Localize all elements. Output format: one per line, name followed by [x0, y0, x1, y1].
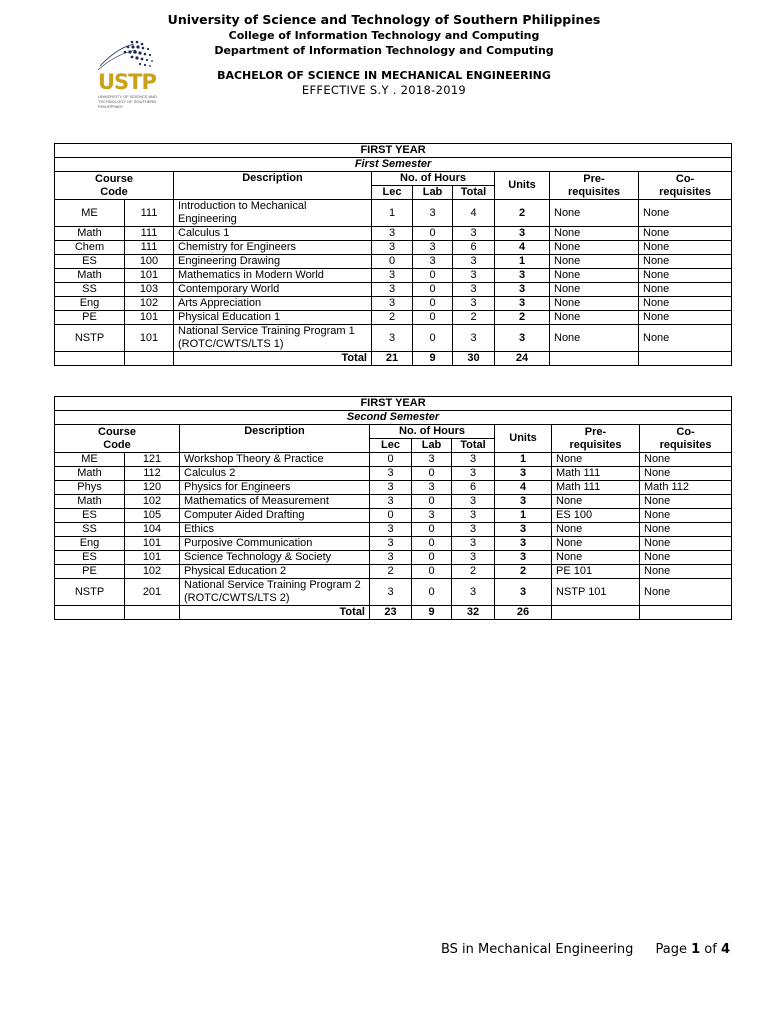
course-description: Workshop Theory & Practice [180, 453, 370, 467]
effective-year: EFFECTIVE S.Y . 2018-2019 [301, 83, 467, 97]
logo-subtext: UNIVERSITY OF SCIENCE AND TECHNOLOGY OF SOUTHERN PHILIPPINES [98, 94, 157, 109]
course-description: Physical Education 2 [180, 565, 370, 579]
course-description: Purposive Communication [180, 537, 370, 551]
prereq-header: Pre- requisites [550, 172, 639, 200]
prerequisite: Math 111 [552, 467, 640, 481]
total-hours: 3 [453, 297, 495, 311]
course-description: Physical Education 1 [174, 311, 372, 325]
course-description: Ethics [180, 523, 370, 537]
lec-hours: 3 [370, 551, 412, 565]
course-row [55, 311, 732, 325]
course-number: 121 [125, 453, 180, 467]
course-code: ME [55, 200, 125, 227]
totals-lab: 9 [413, 352, 453, 366]
lec-hours: 0 [370, 453, 412, 467]
course-description: Engineering Drawing [174, 255, 372, 269]
corequisite: None [639, 283, 732, 297]
corequisite: None [640, 537, 732, 551]
lab-hours: 0 [412, 523, 452, 537]
lec-hours: 1 [372, 200, 413, 227]
course-row [55, 495, 732, 509]
total-hours: 2 [453, 311, 495, 325]
corequisite: None [640, 495, 732, 509]
course-description: National Service Training Program 2 (ROTC/CWTS/LTS 2) [180, 579, 370, 606]
footer-page-number: 1 [691, 942, 701, 957]
course-description: Arts Appreciation [174, 297, 372, 311]
course-code: ES [55, 551, 125, 565]
total-hours: 4 [453, 200, 495, 227]
corequisite: None [640, 579, 732, 606]
page-footer [441, 942, 730, 957]
course-code: Chem [55, 241, 125, 255]
corequisite: None [640, 453, 732, 467]
semester-heading: First Semester [55, 158, 732, 172]
units: 3 [495, 467, 552, 481]
prerequisite: None [552, 551, 640, 565]
prerequisite: None [552, 523, 640, 537]
course-description: Computer Aided Drafting [180, 509, 370, 523]
lab-hours: 3 [412, 481, 452, 495]
lab-hours: 3 [413, 200, 453, 227]
lec-hours: 3 [370, 495, 412, 509]
course-number: 102 [125, 495, 180, 509]
total-hours: 3 [453, 255, 495, 269]
course-number: 101 [125, 311, 174, 325]
course-code: Eng [55, 297, 125, 311]
hours-header: No. of Hours [372, 172, 495, 186]
course-description: Calculus 2 [180, 467, 370, 481]
footer-of-word: of [704, 942, 717, 957]
course-row [55, 255, 732, 269]
lec-hours: 0 [372, 255, 413, 269]
units: 4 [495, 241, 550, 255]
lec-hours: 3 [370, 579, 412, 606]
totals-units: 24 [495, 352, 550, 366]
lec-hours: 3 [372, 283, 413, 297]
lec-hours: 2 [372, 311, 413, 325]
course-description: National Service Training Program 1 (ROTC/CWTS/LTS 1) [174, 325, 372, 352]
lec-hours: 3 [372, 325, 413, 352]
description-header: Description [180, 425, 370, 453]
lec-header: Lec [370, 439, 412, 453]
lab-hours: 3 [412, 453, 452, 467]
corequisite: None [640, 509, 732, 523]
course-number: 103 [125, 283, 174, 297]
course-row [55, 325, 732, 352]
lab-hours: 0 [412, 537, 452, 551]
corequisite: None [639, 269, 732, 283]
totals-row [55, 352, 732, 366]
lab-header: Lab [412, 439, 452, 453]
course-code: Math [55, 495, 125, 509]
total-hours: 6 [452, 481, 495, 495]
total-header: Total [452, 439, 495, 453]
course-row [55, 565, 732, 579]
corequisite: None [639, 255, 732, 269]
prerequisite: None [550, 283, 639, 297]
course-code: ME [55, 453, 125, 467]
course-number: 101 [125, 551, 180, 565]
total-hours: 3 [452, 551, 495, 565]
first-semester-table [54, 143, 732, 366]
corequisite: None [639, 311, 732, 325]
description-header: Description [174, 172, 372, 200]
course-number: 104 [125, 523, 180, 537]
corequisite: None [639, 241, 732, 255]
totals-lec: 23 [370, 606, 412, 620]
course-code: PE [55, 565, 125, 579]
course-description: Mathematics in Modern World [174, 269, 372, 283]
total-hours: 3 [452, 523, 495, 537]
lab-hours: 3 [413, 255, 453, 269]
course-code: ES [55, 255, 125, 269]
course-number: 120 [125, 481, 180, 495]
lab-hours: 0 [413, 227, 453, 241]
totals-label: Total [180, 606, 370, 620]
second-semester-table [54, 396, 732, 620]
course-description: Contemporary World [174, 283, 372, 297]
corequisite: None [639, 227, 732, 241]
lab-hours: 0 [412, 551, 452, 565]
prerequisite: NSTP 101 [552, 579, 640, 606]
course-row [55, 481, 732, 495]
course-number: 112 [125, 467, 180, 481]
course-description: Physics for Engineers [180, 481, 370, 495]
totals-label: Total [174, 352, 372, 366]
units: 3 [495, 495, 552, 509]
prerequisite: None [552, 453, 640, 467]
units: 3 [495, 523, 552, 537]
lab-hours: 0 [412, 565, 452, 579]
coreq-header: Co- requisites [640, 425, 732, 453]
course-code: Math [55, 467, 125, 481]
units: 3 [495, 269, 550, 283]
units: 3 [495, 283, 550, 297]
prerequisite: PE 101 [552, 565, 640, 579]
units: 3 [495, 227, 550, 241]
lab-hours: 0 [413, 311, 453, 325]
units-header: Units [495, 172, 550, 200]
course-code: SS [55, 283, 125, 297]
prerequisite: None [550, 325, 639, 352]
prerequisite: None [550, 311, 639, 325]
lec-hours: 0 [370, 509, 412, 523]
course-number: 201 [125, 579, 180, 606]
course-description: Calculus 1 [174, 227, 372, 241]
corequisite: None [639, 325, 732, 352]
course-number: 105 [125, 509, 180, 523]
totals-row [55, 606, 732, 620]
course-code: Math [55, 227, 125, 241]
lab-hours: 0 [413, 283, 453, 297]
course-code: SS [55, 523, 125, 537]
course-number: 101 [125, 269, 174, 283]
total-hours: 3 [452, 467, 495, 481]
units: 2 [495, 311, 550, 325]
corequisite: Math 112 [640, 481, 732, 495]
course-row [55, 241, 732, 255]
course-row [55, 297, 732, 311]
lec-hours: 2 [370, 565, 412, 579]
footer-page-total: 4 [720, 942, 730, 957]
course-number: 102 [125, 297, 174, 311]
lec-hours: 3 [370, 537, 412, 551]
corequisite: None [640, 523, 732, 537]
units: 3 [495, 297, 550, 311]
lab-hours: 0 [412, 467, 452, 481]
course-number: 111 [125, 200, 174, 227]
total-hours: 3 [452, 453, 495, 467]
prerequisite: None [550, 297, 639, 311]
course-row [55, 509, 732, 523]
prerequisite: Math 111 [552, 481, 640, 495]
year-heading: FIRST YEAR [55, 397, 732, 411]
units: 2 [495, 200, 550, 227]
semester-heading: Second Semester [55, 411, 732, 425]
total-hours: 3 [453, 227, 495, 241]
course-row [55, 579, 732, 606]
university-name: University of Science and Technology of Southern Philippines [167, 12, 601, 27]
lab-hours: 0 [412, 495, 452, 509]
units: 1 [495, 453, 552, 467]
prerequisite: None [550, 227, 639, 241]
units: 2 [495, 565, 552, 579]
course-number: 111 [125, 241, 174, 255]
lec-hours: 3 [372, 297, 413, 311]
corequisite: None [640, 467, 732, 481]
course-code-header: Course Code [55, 425, 180, 453]
department-name: Department of Information Technology and Computing [214, 44, 554, 57]
course-row [55, 283, 732, 297]
corequisite: None [639, 297, 732, 311]
lab-hours: 0 [413, 325, 453, 352]
lab-hours: 3 [413, 241, 453, 255]
course-row [55, 467, 732, 481]
lab-header: Lab [413, 186, 453, 200]
total-hours: 3 [452, 509, 495, 523]
coreq-header: Co- requisites [639, 172, 732, 200]
corequisite: None [639, 200, 732, 227]
units: 3 [495, 325, 550, 352]
course-description: Mathematics of Measurement [180, 495, 370, 509]
course-code: Phys [55, 481, 125, 495]
footer-page-word: Page [655, 942, 687, 957]
corequisite: None [640, 565, 732, 579]
course-row [55, 551, 732, 565]
totals-total: 32 [452, 606, 495, 620]
footer-program: BS in Mechanical Engineering [440, 942, 634, 957]
total-hours: 3 [453, 325, 495, 352]
total-hours: 3 [452, 579, 495, 606]
lec-header: Lec [372, 186, 413, 200]
lec-hours: 3 [370, 523, 412, 537]
prerequisite: ES 100 [552, 509, 640, 523]
units: 3 [495, 551, 552, 565]
course-row [55, 523, 732, 537]
course-code-header: Course Code [55, 172, 174, 200]
prerequisite: None [550, 200, 639, 227]
total-hours: 3 [453, 283, 495, 297]
lab-hours: 3 [412, 509, 452, 523]
total-header: Total [453, 186, 495, 200]
course-description: Introduction to Mechanical Engineering [174, 200, 372, 227]
course-code: PE [55, 311, 125, 325]
units: 3 [495, 537, 552, 551]
college-name: College of Information Technology and Computing [228, 29, 540, 42]
course-number: 111 [125, 227, 174, 241]
program-title: BACHELOR OF SCIENCE IN MECHANICAL ENGINEERING [217, 69, 551, 82]
year-heading: FIRST YEAR [55, 144, 732, 158]
total-hours: 2 [452, 565, 495, 579]
course-number: 101 [125, 537, 180, 551]
course-code: Eng [55, 537, 125, 551]
lec-hours: 3 [372, 227, 413, 241]
prerequisite: None [550, 269, 639, 283]
units: 4 [495, 481, 552, 495]
total-hours: 3 [452, 537, 495, 551]
units: 1 [495, 255, 550, 269]
totals-units: 26 [495, 606, 552, 620]
course-code: Math [55, 269, 125, 283]
prerequisite: None [552, 537, 640, 551]
lab-hours: 0 [412, 579, 452, 606]
course-code: ES [55, 509, 125, 523]
units-header: Units [495, 425, 552, 453]
lab-hours: 0 [413, 297, 453, 311]
total-hours: 3 [453, 269, 495, 283]
lec-hours: 3 [370, 467, 412, 481]
corequisite: None [640, 551, 732, 565]
lec-hours: 3 [370, 481, 412, 495]
course-code: NSTP [55, 325, 125, 352]
prerequisite: None [550, 241, 639, 255]
lab-hours: 0 [413, 269, 453, 283]
course-row [55, 453, 732, 467]
course-row [55, 269, 732, 283]
course-number: 101 [125, 325, 174, 352]
lec-hours: 3 [372, 269, 413, 283]
course-description: Science Technology & Society [180, 551, 370, 565]
course-description: Chemistry for Engineers [174, 241, 372, 255]
prerequisite: None [552, 495, 640, 509]
units: 1 [495, 509, 552, 523]
lec-hours: 3 [372, 241, 413, 255]
totals-lec: 21 [372, 352, 413, 366]
total-hours: 6 [453, 241, 495, 255]
units: 3 [495, 579, 552, 606]
course-number: 100 [125, 255, 174, 269]
prerequisite: None [550, 255, 639, 269]
total-hours: 3 [452, 495, 495, 509]
ustp-logo [92, 36, 172, 109]
course-row [55, 200, 732, 227]
course-row [55, 537, 732, 551]
totals-total: 30 [453, 352, 495, 366]
course-code: NSTP [55, 579, 125, 606]
course-number: 102 [125, 565, 180, 579]
hours-header: No. of Hours [370, 425, 495, 439]
logo-text: USTP [98, 70, 156, 94]
course-row [55, 227, 732, 241]
prereq-header: Pre- requisites [552, 425, 640, 453]
totals-lab: 9 [412, 606, 452, 620]
